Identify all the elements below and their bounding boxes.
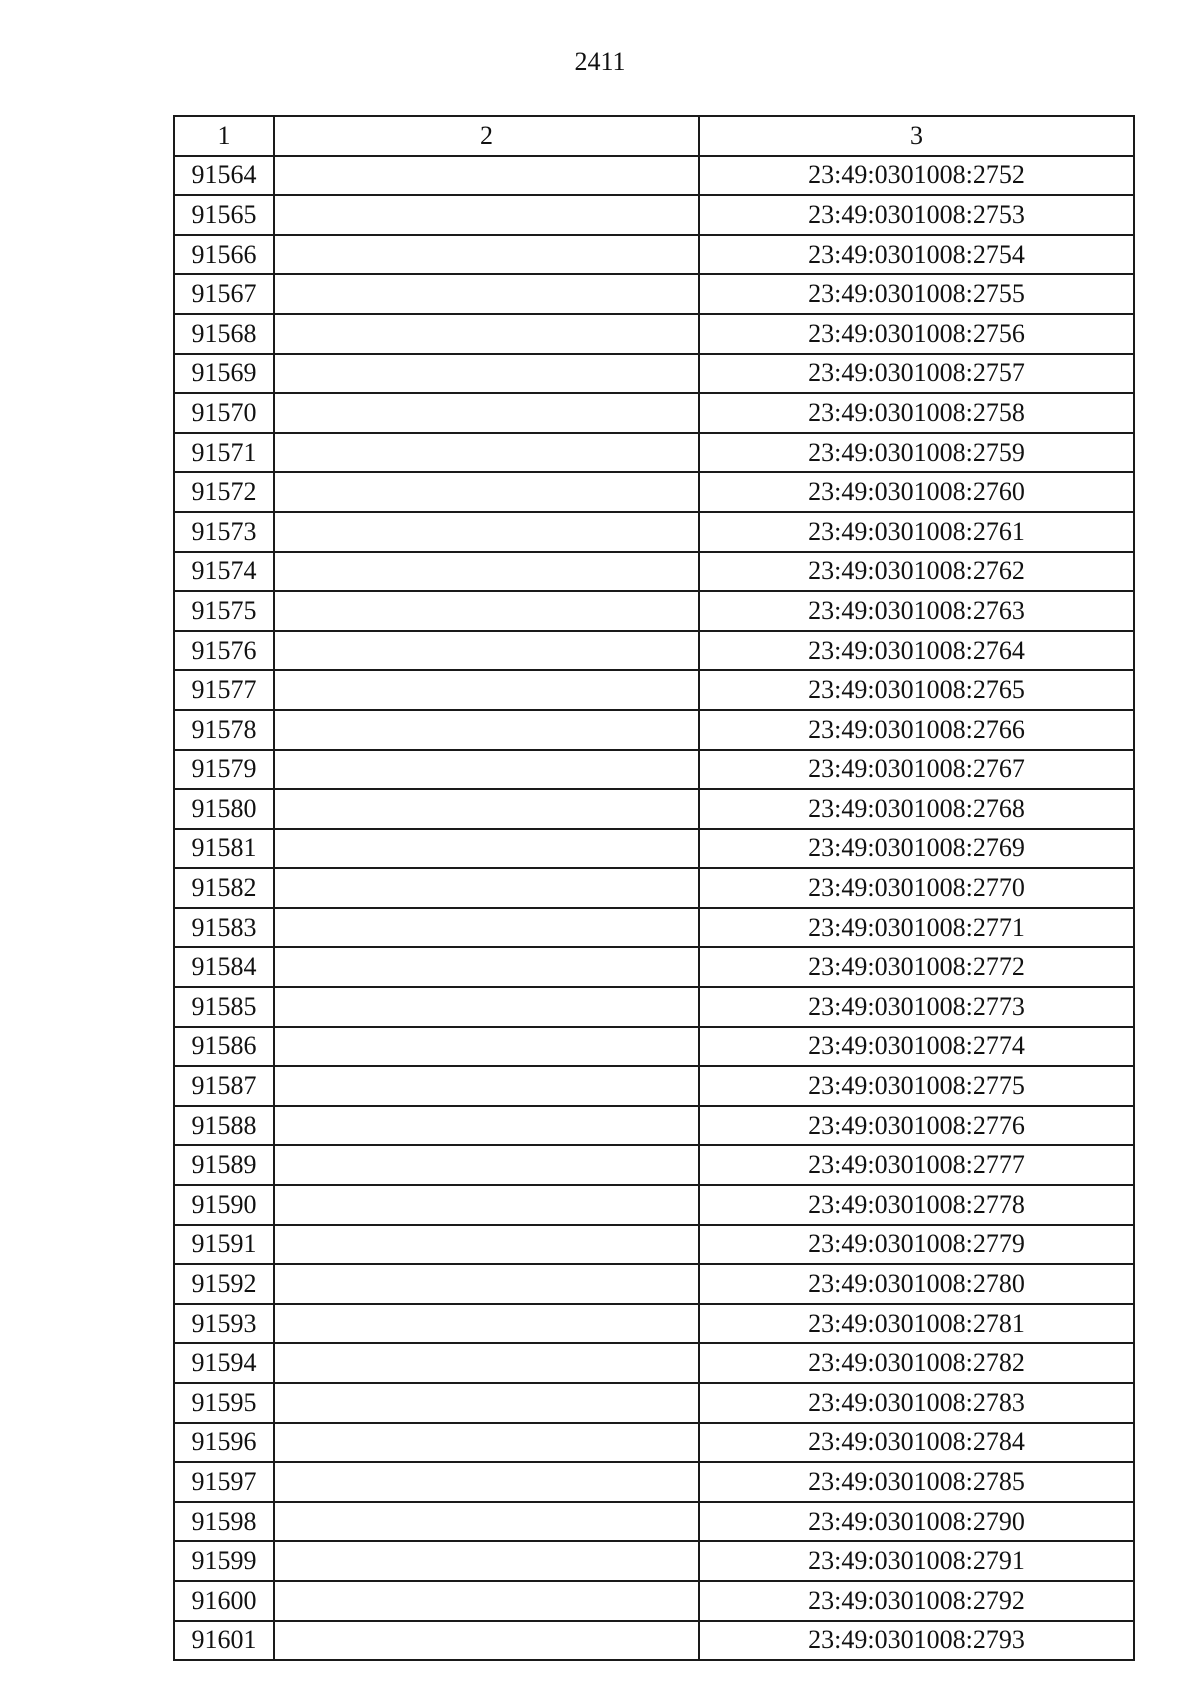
- table-row: [174, 1541, 1134, 1581]
- row-cadastral-number-cell: 23:49:0301008:2758: [699, 393, 1134, 433]
- row-number-cell: 91578: [174, 710, 274, 750]
- row-description-cell: [274, 1423, 699, 1463]
- row-cadastral-number-cell: 23:49:0301008:2764: [699, 631, 1134, 671]
- table-row: [174, 631, 1134, 671]
- row-cadastral-number-cell: 23:49:0301008:2767: [699, 750, 1134, 790]
- table-body: [174, 156, 1134, 1661]
- row-description-cell: [274, 710, 699, 750]
- row-number-cell: 91576: [174, 631, 274, 671]
- row-number-cell: 91589: [174, 1145, 274, 1185]
- row-description-cell: [274, 354, 699, 394]
- row-description-cell: [274, 1621, 699, 1661]
- table-row: [174, 1581, 1134, 1621]
- row-cadastral-number-cell: 23:49:0301008:2792: [699, 1581, 1134, 1621]
- row-description-cell: [274, 789, 699, 829]
- row-number-cell: 91579: [174, 750, 274, 790]
- row-number-cell: 91580: [174, 789, 274, 829]
- row-description-cell: [274, 1343, 699, 1383]
- table-row: [174, 1502, 1134, 1542]
- row-description-cell: [274, 908, 699, 948]
- row-cadastral-number-cell: 23:49:0301008:2785: [699, 1462, 1134, 1502]
- row-description-cell: [274, 472, 699, 512]
- row-cadastral-number-cell: 23:49:0301008:2791: [699, 1541, 1134, 1581]
- row-cadastral-number-cell: 23:49:0301008:2766: [699, 710, 1134, 750]
- table-row: [174, 750, 1134, 790]
- row-cadastral-number-cell: 23:49:0301008:2765: [699, 670, 1134, 710]
- row-description-cell: [274, 947, 699, 987]
- table-header-row: [174, 116, 1134, 156]
- row-description-cell: [274, 1106, 699, 1146]
- table-row: [174, 1383, 1134, 1423]
- row-description-cell: [274, 1304, 699, 1344]
- row-description-cell: [274, 750, 699, 790]
- table-row: [174, 1423, 1134, 1463]
- row-description-cell: [274, 1581, 699, 1621]
- row-number-cell: 91597: [174, 1462, 274, 1502]
- row-number-cell: 91593: [174, 1304, 274, 1344]
- row-number-cell: 91564: [174, 156, 274, 196]
- table-row: [174, 1343, 1134, 1383]
- table-row: [174, 1027, 1134, 1067]
- data-table: [173, 115, 1135, 1661]
- row-cadastral-number-cell: 23:49:0301008:2752: [699, 156, 1134, 196]
- row-description-cell: [274, 1225, 699, 1265]
- row-description-cell: [274, 1027, 699, 1067]
- row-cadastral-number-cell: 23:49:0301008:2790: [699, 1502, 1134, 1542]
- row-cadastral-number-cell: 23:49:0301008:2761: [699, 512, 1134, 552]
- row-number-cell: 91577: [174, 670, 274, 710]
- row-cadastral-number-cell: 23:49:0301008:2757: [699, 354, 1134, 394]
- table-row: [174, 908, 1134, 948]
- row-number-cell: 91568: [174, 314, 274, 354]
- row-description-cell: [274, 829, 699, 869]
- page-number: 2411: [574, 47, 626, 76]
- table-row: [174, 1066, 1134, 1106]
- table-row: [174, 1185, 1134, 1225]
- row-cadastral-number-cell: 23:49:0301008:2770: [699, 868, 1134, 908]
- table-row: [174, 472, 1134, 512]
- row-number-cell: 91592: [174, 1264, 274, 1304]
- row-cadastral-number-cell: 23:49:0301008:2763: [699, 591, 1134, 631]
- row-description-cell: [274, 1264, 699, 1304]
- table-row: [174, 987, 1134, 1027]
- row-description-cell: [274, 868, 699, 908]
- row-cadastral-number-cell: 23:49:0301008:2755: [699, 274, 1134, 314]
- table-row: [174, 1304, 1134, 1344]
- row-cadastral-number-cell: 23:49:0301008:2774: [699, 1027, 1134, 1067]
- row-cadastral-number-cell: 23:49:0301008:2780: [699, 1264, 1134, 1304]
- row-number-cell: 91599: [174, 1541, 274, 1581]
- row-cadastral-number-cell: 23:49:0301008:2784: [699, 1423, 1134, 1463]
- row-description-cell: [274, 1541, 699, 1581]
- row-cadastral-number-cell: 23:49:0301008:2759: [699, 433, 1134, 473]
- table-row: [174, 512, 1134, 552]
- row-cadastral-number-cell: 23:49:0301008:2793: [699, 1621, 1134, 1661]
- row-cadastral-number-cell: 23:49:0301008:2773: [699, 987, 1134, 1027]
- row-number-cell: 91596: [174, 1423, 274, 1463]
- row-description-cell: [274, 314, 699, 354]
- row-cadastral-number-cell: 23:49:0301008:2771: [699, 908, 1134, 948]
- row-description-cell: [274, 156, 699, 196]
- row-number-cell: 91567: [174, 274, 274, 314]
- row-number-cell: 91570: [174, 393, 274, 433]
- row-number-cell: 91571: [174, 433, 274, 473]
- row-description-cell: [274, 1185, 699, 1225]
- table-row: [174, 1462, 1134, 1502]
- row-description-cell: [274, 591, 699, 631]
- row-number-cell: 91574: [174, 552, 274, 592]
- table-row: [174, 433, 1134, 473]
- table-row: [174, 1621, 1134, 1661]
- row-number-cell: 91585: [174, 987, 274, 1027]
- table-row: [174, 314, 1134, 354]
- row-number-cell: 91601: [174, 1621, 274, 1661]
- row-number-cell: 91573: [174, 512, 274, 552]
- table-row: [174, 670, 1134, 710]
- row-cadastral-number-cell: 23:49:0301008:2776: [699, 1106, 1134, 1146]
- row-cadastral-number-cell: 23:49:0301008:2760: [699, 472, 1134, 512]
- row-description-cell: [274, 987, 699, 1027]
- row-number-cell: 91582: [174, 868, 274, 908]
- row-description-cell: [274, 433, 699, 473]
- row-cadastral-number-cell: 23:49:0301008:2772: [699, 947, 1134, 987]
- row-description-cell: [274, 670, 699, 710]
- table-row: [174, 1225, 1134, 1265]
- table-row: [174, 274, 1134, 314]
- row-description-cell: [274, 512, 699, 552]
- row-cadastral-number-cell: 23:49:0301008:2753: [699, 195, 1134, 235]
- row-cadastral-number-cell: 23:49:0301008:2777: [699, 1145, 1134, 1185]
- row-cadastral-number-cell: 23:49:0301008:2781: [699, 1304, 1134, 1344]
- table-row: [174, 195, 1134, 235]
- row-description-cell: [274, 393, 699, 433]
- row-number-cell: 91566: [174, 235, 274, 275]
- row-number-cell: 91583: [174, 908, 274, 948]
- row-cadastral-number-cell: 23:49:0301008:2782: [699, 1343, 1134, 1383]
- row-number-cell: 91588: [174, 1106, 274, 1146]
- row-number-cell: 91587: [174, 1066, 274, 1106]
- table-row: [174, 552, 1134, 592]
- row-number-cell: 91565: [174, 195, 274, 235]
- row-cadastral-number-cell: 23:49:0301008:2754: [699, 235, 1134, 275]
- row-number-cell: 91600: [174, 1581, 274, 1621]
- table-row: [174, 789, 1134, 829]
- row-number-cell: 91569: [174, 354, 274, 394]
- table-row: [174, 354, 1134, 394]
- row-description-cell: [274, 1383, 699, 1423]
- table-row: [174, 1145, 1134, 1185]
- column-header-2: 2: [274, 116, 699, 156]
- column-header-3: 3: [699, 116, 1134, 156]
- row-number-cell: 91584: [174, 947, 274, 987]
- row-description-cell: [274, 274, 699, 314]
- table-row: [174, 156, 1134, 196]
- row-number-cell: 91572: [174, 472, 274, 512]
- table-row: [174, 591, 1134, 631]
- row-number-cell: 91594: [174, 1343, 274, 1383]
- row-cadastral-number-cell: 23:49:0301008:2783: [699, 1383, 1134, 1423]
- table-row: [174, 1264, 1134, 1304]
- table-row: [174, 235, 1134, 275]
- row-description-cell: [274, 235, 699, 275]
- row-cadastral-number-cell: 23:49:0301008:2768: [699, 789, 1134, 829]
- row-cadastral-number-cell: 23:49:0301008:2762: [699, 552, 1134, 592]
- table-row: [174, 710, 1134, 750]
- row-cadastral-number-cell: 23:49:0301008:2778: [699, 1185, 1134, 1225]
- row-description-cell: [274, 1502, 699, 1542]
- row-number-cell: 91575: [174, 591, 274, 631]
- row-cadastral-number-cell: 23:49:0301008:2775: [699, 1066, 1134, 1106]
- row-number-cell: 91591: [174, 1225, 274, 1265]
- row-cadastral-number-cell: 23:49:0301008:2779: [699, 1225, 1134, 1265]
- row-description-cell: [274, 1066, 699, 1106]
- row-description-cell: [274, 195, 699, 235]
- row-number-cell: 91598: [174, 1502, 274, 1542]
- column-header-1: 1: [174, 116, 274, 156]
- table-row: [174, 829, 1134, 869]
- table-row: [174, 393, 1134, 433]
- row-number-cell: 91586: [174, 1027, 274, 1067]
- row-number-cell: 91595: [174, 1383, 274, 1423]
- row-number-cell: 91590: [174, 1185, 274, 1225]
- row-description-cell: [274, 631, 699, 671]
- row-number-cell: 91581: [174, 829, 274, 869]
- row-cadastral-number-cell: 23:49:0301008:2769: [699, 829, 1134, 869]
- row-cadastral-number-cell: 23:49:0301008:2756: [699, 314, 1134, 354]
- row-description-cell: [274, 1145, 699, 1185]
- row-description-cell: [274, 1462, 699, 1502]
- table-row: [174, 1106, 1134, 1146]
- table-row: [174, 868, 1134, 908]
- table-row: [174, 947, 1134, 987]
- row-description-cell: [274, 552, 699, 592]
